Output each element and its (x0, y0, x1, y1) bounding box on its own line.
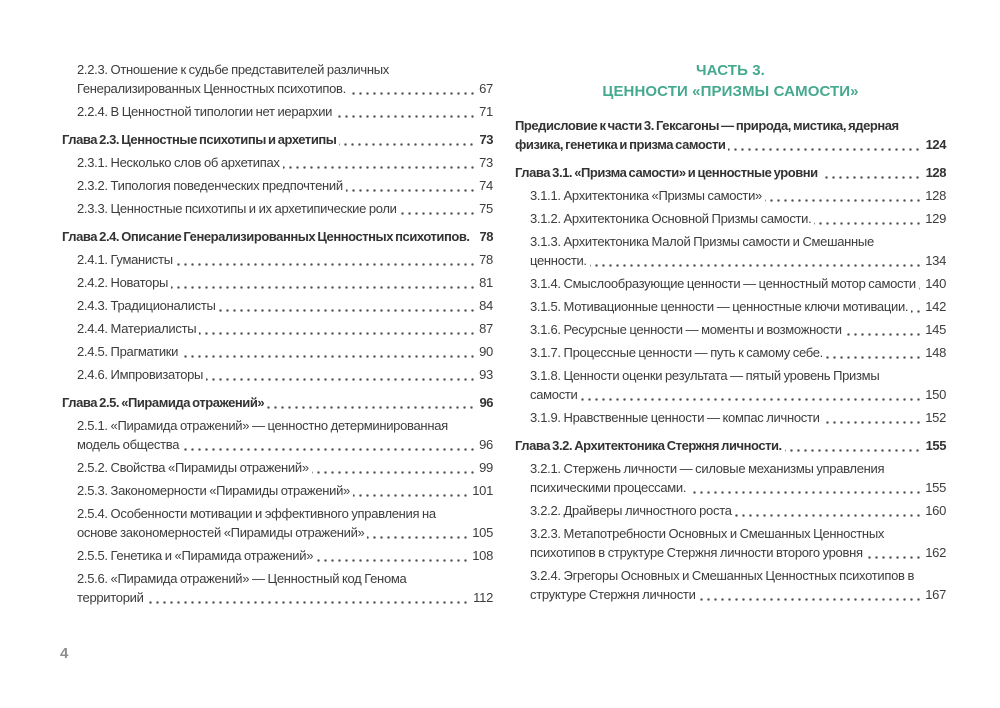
toc-entry-title: 2.5.2. Свойства «Пирамиды отражений» (77, 458, 474, 477)
toc-entry (77, 481, 493, 500)
toc-entry-title: 3.1.2. Архитектоника Основной Призмы самости. (530, 209, 920, 228)
toc-entry (77, 416, 493, 454)
toc-entry-title: 2.4.6. Импровизаторы (77, 365, 474, 384)
toc-entry-title: Глава 2.5. «Пирамида отражений» (62, 393, 474, 412)
toc-entry-page-number: 152 (920, 408, 946, 427)
toc-entry-title: 2.4.4. Материалисты (77, 319, 474, 338)
toc-entry (515, 163, 946, 182)
toc-entry (515, 116, 946, 154)
toc-entry-title: 3.1.5. Мотивационные ценности — ценностные ключи мотивации. (530, 297, 920, 316)
toc-entry-title: 2.4.5. Прагматики (77, 342, 474, 361)
toc-entry-title: 3.1.6. Ресурсные ценности — моменты и возможности (530, 320, 920, 339)
toc-entry-title: 3.2.1. Стержень личности — силовые механизмы управления психическими процессами. (530, 461, 885, 495)
toc-entry (77, 176, 493, 195)
toc-entry (62, 130, 493, 149)
part-heading-line1: ЧАСТЬ 3. (696, 62, 765, 79)
toc-entry-page-number: 87 (474, 319, 493, 338)
toc-entry-page-number: 108 (467, 546, 493, 565)
toc-entry-title: 2.3.1. Несколько слов об архетипах (77, 153, 474, 172)
toc-entry (77, 546, 493, 565)
toc-entry-title: 2.3.2. Типология поведенческих предпочтений (77, 176, 474, 195)
toc-entry-page-number: 129 (920, 209, 946, 228)
toc-spread (62, 60, 946, 611)
toc-entry-title: 3.1.9. Нравственные ценности — компас личности (530, 408, 920, 427)
toc-entry-title: Глава 2.4. Описание Генерализированных Ценностных психотипов. (62, 227, 474, 246)
toc-entry (530, 186, 946, 205)
toc-entry (77, 365, 493, 384)
toc-entry-page-number: 93 (474, 365, 493, 384)
toc-entry (77, 504, 493, 542)
toc-entry (77, 60, 493, 98)
toc-entry-title: 2.5.5. Генетика и «Пирамида отражений» (77, 546, 467, 565)
toc-entry-page-number: 105 (467, 523, 493, 542)
toc-entry (77, 273, 493, 292)
toc-entry (77, 199, 493, 218)
toc-entry-title: Глава 2.3. Ценностные психотипы и архетипы (62, 130, 474, 149)
toc-entry (530, 320, 946, 339)
toc-entry-title: 3.1.8. Ценности оценки результата — пятый уровень Призмы самости (530, 368, 880, 402)
toc-entry-page-number: 112 (468, 588, 493, 607)
toc-entry-page-number: 78 (474, 227, 493, 246)
toc-entry (77, 250, 493, 269)
toc-entry-title: 3.2.4. Эгрегоры Основных и Смешанных Ценностных психотипов в структуре Стержня личности (530, 568, 915, 602)
toc-entry-page-number: 128 (921, 163, 946, 182)
toc-entry-title: 3.1.3. Архитектоника Малой Призмы самости и Смешанные ценности. (530, 234, 874, 268)
toc-entry (77, 319, 493, 338)
toc-entry-page-number: 67 (474, 79, 493, 98)
toc-entry-title: 3.1.7. Процессные ценности — путь к самому себе. (530, 343, 920, 362)
toc-entry-page-number: 81 (474, 273, 493, 292)
toc-entry-page-number: 142 (920, 297, 946, 316)
toc-entry-page-number: 162 (920, 543, 946, 562)
toc-entry (530, 408, 946, 427)
toc-entry-page-number: 128 (920, 186, 946, 205)
toc-entry (530, 297, 946, 316)
toc-entry-page-number: 71 (474, 102, 493, 121)
toc-entry-page-number: 96 (474, 393, 493, 412)
toc-entry (77, 342, 493, 361)
toc-entry-title: Предисловие к части 3. Гексагоны — природа, мистика, ядерная физика, генетика и призма самости (515, 118, 899, 152)
toc-entry-page-number: 145 (920, 320, 946, 339)
toc-entry (530, 366, 946, 404)
toc-entry-page-number: 148 (920, 343, 946, 362)
toc-entry-page-number: 74 (474, 176, 493, 195)
toc-entry-title: 2.3.3. Ценностные психотипы и их архетипические роли (77, 199, 474, 218)
toc-column-left (62, 60, 493, 611)
toc-entry-page-number: 155 (920, 478, 946, 497)
toc-column-right (515, 60, 946, 611)
toc-entry-page-number: 84 (474, 296, 493, 315)
toc-entry-title: 3.2.2. Драйверы личностного роста (530, 501, 920, 520)
toc-entry-title: 3.2.3. Метапотребности Основных и Смешанных Ценностных психотипов в структуре Стержня личности второго уровня (530, 526, 885, 560)
toc-entry-title: 2.5.1. «Пирамида отражений» — ценностно детерминированная модель общества (77, 418, 448, 452)
toc-entry (77, 296, 493, 315)
toc-entry (530, 524, 946, 562)
toc-entry-title: 2.2.4. В Ценностной типологии нет иерархии (77, 102, 474, 121)
toc-entry (530, 209, 946, 228)
toc-entry-page-number: 96 (474, 435, 493, 454)
toc-entry-title: Глава 3.1. «Призма самости» и ценностные уровни (515, 163, 921, 182)
toc-entry-page-number: 167 (920, 585, 946, 604)
toc-entry-title: 2.5.4. Особенности мотивации и эффективного управления на основе закономерностей «Пирамиды отражений» (77, 506, 436, 540)
toc-entry-page-number: 101 (467, 481, 493, 500)
toc-entry-page-number: 78 (474, 250, 493, 269)
toc-entry-title: 2.2.3. Отношение к судьбе представителей различных Генерализированных Ценностных психотипов. (77, 62, 389, 96)
toc-entry (77, 153, 493, 172)
toc-entry (530, 343, 946, 362)
toc-entry-page-number: 140 (920, 274, 946, 293)
toc-entry-title: 3.1.1. Архитектоника «Призмы самости» (530, 186, 920, 205)
toc-entry-title: 2.5.6. «Пирамида отражений» — Ценностный код Генома территорий (77, 571, 407, 605)
toc-entry-title: 2.4.1. Гуманисты (77, 250, 474, 269)
toc-entry (77, 569, 493, 607)
toc-entry (77, 458, 493, 477)
toc-entry-page-number: 160 (920, 501, 946, 520)
part-heading (515, 60, 946, 102)
toc-entry-page-number: 134 (920, 251, 946, 270)
toc-entry (530, 232, 946, 270)
part-heading-line2: ЦЕННОСТИ «ПРИЗМЫ САМОСТИ» (602, 83, 859, 100)
toc-entry-page-number: 155 (921, 436, 946, 455)
toc-entry-page-number: 73 (474, 130, 493, 149)
toc-entry-page-number: 150 (920, 385, 946, 404)
toc-entry (515, 436, 946, 455)
toc-entry (62, 227, 493, 246)
toc-entry-page-number: 99 (474, 458, 493, 477)
toc-entry-title: Глава 3.2. Архитектоника Стержня личности. (515, 436, 921, 455)
toc-entry-title: 2.4.3. Традиционалисты (77, 296, 474, 315)
folio-page-number: 4 (60, 645, 69, 662)
toc-entry (77, 102, 493, 121)
toc-entry-title: 3.1.4. Смыслообразующие ценности — ценностный мотор самости (530, 274, 920, 293)
toc-entry (530, 566, 946, 604)
toc-entry (530, 459, 946, 497)
toc-entry (530, 274, 946, 293)
toc-entry-title: 2.4.2. Новаторы (77, 273, 474, 292)
toc-entry-page-number: 75 (474, 199, 493, 218)
toc-entry-page-number: 73 (474, 153, 493, 172)
toc-entry (530, 501, 946, 520)
toc-entry-page-number: 124 (921, 135, 946, 154)
toc-entry-page-number: 90 (474, 342, 493, 361)
toc-entry-title: 2.5.3. Закономерности «Пирамиды отражений» (77, 481, 467, 500)
toc-entry (62, 393, 493, 412)
